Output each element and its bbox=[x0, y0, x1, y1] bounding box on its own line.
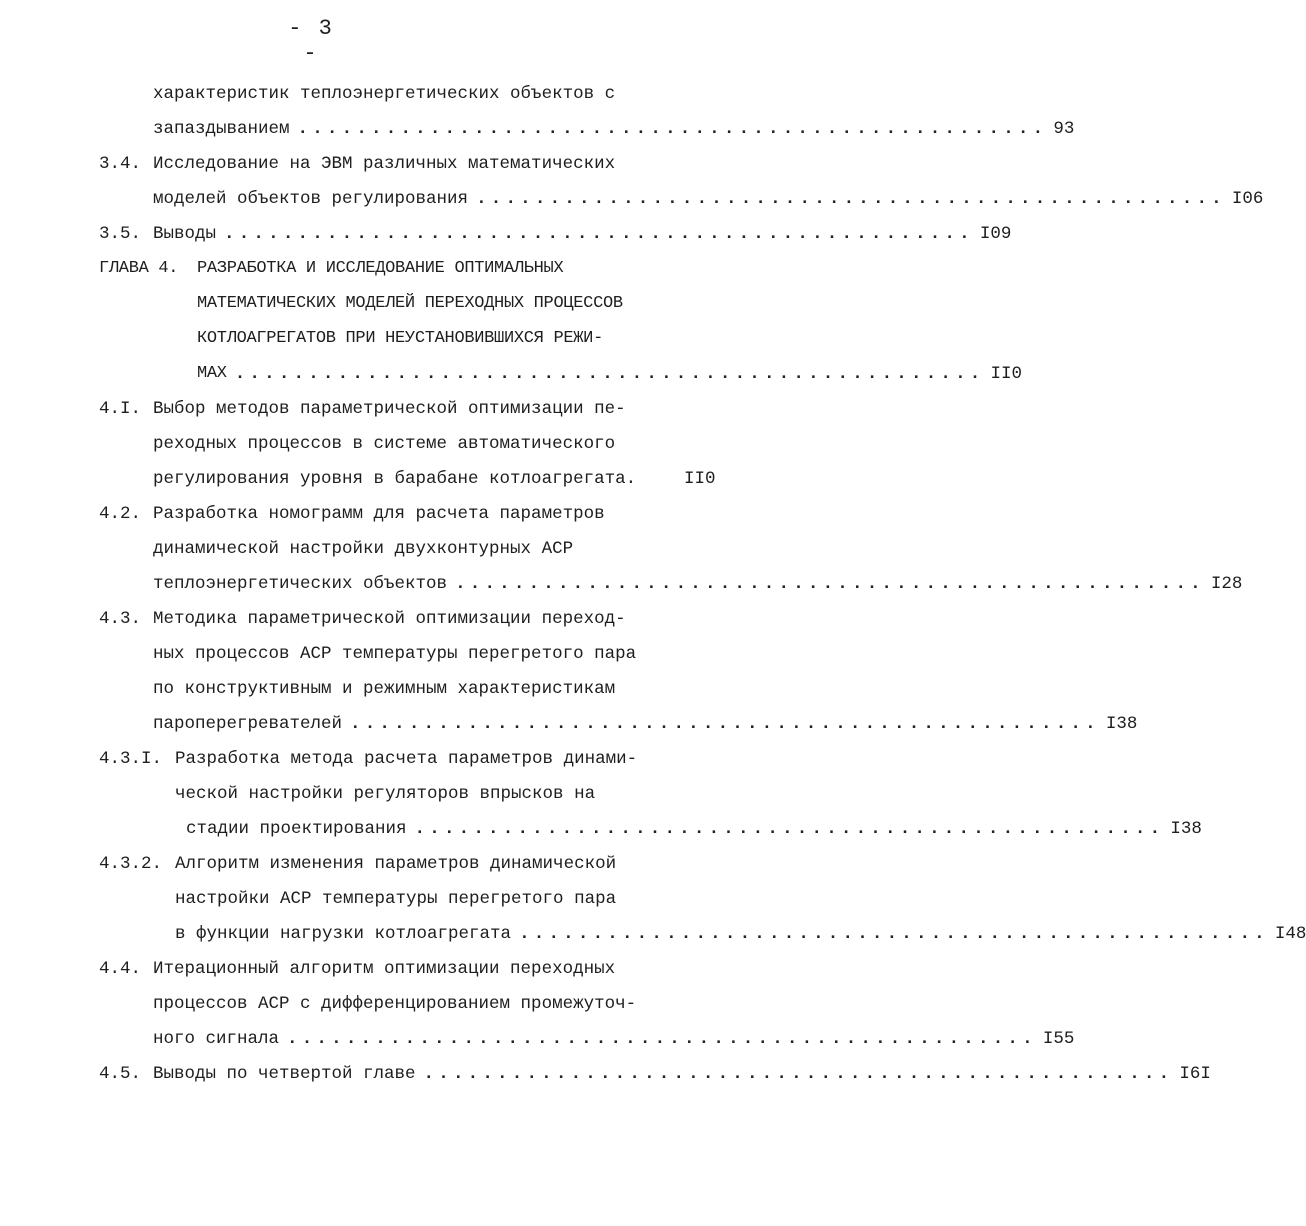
toc-entry-line: Итерационный алгоритм оптимизации переходных bbox=[153, 959, 616, 979]
toc-page-ref: II0 bbox=[990, 364, 1023, 384]
toc-chapter-line: РАЗРАБОТКА И ИССЛЕДОВАНИЕ ОПТИМАЛЬНЫХ bbox=[197, 259, 564, 278]
toc-chapter-last-line bbox=[197, 360, 1023, 388]
toc-subentry-line: Разработка метода расчета параметров динами- bbox=[175, 749, 638, 769]
toc-subentry-last-line bbox=[186, 815, 1202, 843]
toc-entry-title: пароперегревателей bbox=[153, 714, 343, 734]
toc-entry-title: Выводы bbox=[153, 224, 217, 244]
dot-leader: ................................................... bbox=[287, 1029, 1037, 1049]
toc-subentry-number: 4.3.2. bbox=[99, 854, 163, 874]
toc-chapter-line: МАТЕМАТИЧЕСКИХ МОДЕЛЕЙ ПЕРЕХОДНЫХ ПРОЦЕССОВ bbox=[197, 294, 623, 313]
dot-leader: ................................................... bbox=[350, 714, 1100, 734]
dot-leader: ................................................... bbox=[297, 119, 1048, 139]
toc-entry-line: Выбор методов параметрической оптимизации пе- bbox=[153, 399, 626, 419]
toc-subentry-line: Алгоритм изменения параметров динамической bbox=[175, 854, 617, 874]
toc-subentry-number: 4.3.I. bbox=[99, 749, 163, 769]
toc-entry-line: регулирования уровня в барабане котлоагрегата. bbox=[153, 469, 637, 489]
toc-entry-number: 4.4. bbox=[99, 959, 142, 979]
dot-leader: ................................................... bbox=[455, 574, 1205, 594]
toc-entry-last-line bbox=[153, 1060, 1211, 1088]
toc-entry-title: моделей объектов регулирования bbox=[153, 189, 469, 209]
toc-entry-last-line bbox=[153, 115, 1075, 143]
toc-page-ref: I09 bbox=[979, 224, 1012, 244]
page-number: - 3 - bbox=[288, 16, 334, 66]
toc-entry-last-line bbox=[153, 1025, 1075, 1053]
toc-page-ref: I28 bbox=[1210, 574, 1243, 594]
toc-entry-title: Выводы по четвертой главе bbox=[153, 1064, 416, 1084]
toc-subentry-line: ческой настройки регуляторов впрысков на bbox=[175, 784, 596, 804]
toc-subentry-title: стадии проектирования bbox=[186, 819, 407, 839]
toc-entry-last-line bbox=[153, 710, 1138, 738]
toc-entry-number: 4.5. bbox=[99, 1064, 142, 1084]
toc-entry-number: 4.3. bbox=[99, 609, 142, 629]
toc-page-ref: II0 bbox=[684, 469, 716, 489]
toc-chapter-number: ГЛАВА 4. bbox=[99, 259, 179, 278]
toc-entry-line: ных процессов АСР температуры перегретого пара bbox=[153, 644, 637, 664]
dot-leader: ................................................... bbox=[224, 224, 974, 244]
toc-entry-line: Разработка номограмм для расчета параметров bbox=[153, 504, 605, 524]
dot-leader: ................................................... bbox=[234, 364, 985, 384]
dot-leader: ................................................... bbox=[414, 819, 1165, 839]
toc-chapter-line: КОТЛОАГРЕГАТОВ ПРИ НЕУСТАНОВИВШИХСЯ РЕЖИ- bbox=[197, 329, 603, 348]
dot-leader: ................................................... bbox=[476, 189, 1226, 209]
toc-page-ref: I38 bbox=[1170, 819, 1202, 839]
toc-entry-line: характеристик теплоэнергетических объектов с bbox=[153, 84, 616, 104]
toc-entry-title: теплоэнергетических объектов bbox=[153, 574, 448, 594]
toc-entry-title: ного сигнала bbox=[153, 1029, 280, 1049]
toc-entry-number: 3.4. bbox=[99, 154, 142, 174]
toc-entry-last-line bbox=[153, 570, 1243, 598]
toc-entry-line: Методика параметрической оптимизации переход- bbox=[153, 609, 626, 629]
toc-entry-last-line bbox=[153, 220, 1012, 248]
toc-page-ref: I38 bbox=[1105, 714, 1138, 734]
toc-entry-title: запаздыванием bbox=[153, 119, 290, 139]
toc-entry-line: реходных процессов в системе автоматического bbox=[153, 434, 616, 454]
toc-entry-line: процессов АСР с дифференцированием промежуточ- bbox=[153, 994, 637, 1014]
toc-subentry-last-line bbox=[175, 920, 1306, 948]
toc-entry-number: 3.5. bbox=[99, 224, 142, 244]
toc-entry-number: 4.I. bbox=[99, 399, 142, 419]
dot-leader: ................................................... bbox=[519, 924, 1269, 944]
toc-entry-line: динамической настройки двухконтурных АСР bbox=[153, 539, 574, 559]
toc-entry-number: 4.2. bbox=[99, 504, 142, 524]
toc-page-ref: 93 bbox=[1053, 119, 1075, 139]
toc-page-ref: I06 bbox=[1231, 189, 1264, 209]
toc-page-ref: I48 bbox=[1274, 924, 1306, 944]
dot-leader: ................................................... bbox=[423, 1064, 1174, 1084]
toc-page-ref: I55 bbox=[1042, 1029, 1075, 1049]
toc-entry-line: по конструктивным и режимным характеристикам bbox=[153, 679, 616, 699]
toc-page-ref: I6I bbox=[1179, 1064, 1211, 1084]
toc-subentry-line: настройки АСР температуры перегретого пара bbox=[175, 889, 617, 909]
toc-entry-line: Исследование на ЭВМ различных математических bbox=[153, 154, 616, 174]
toc-chapter-title: МАХ bbox=[197, 364, 227, 383]
toc-entry-last-line bbox=[153, 185, 1264, 213]
toc-subentry-title: в функции нагрузки котлоагрегата bbox=[175, 924, 512, 944]
